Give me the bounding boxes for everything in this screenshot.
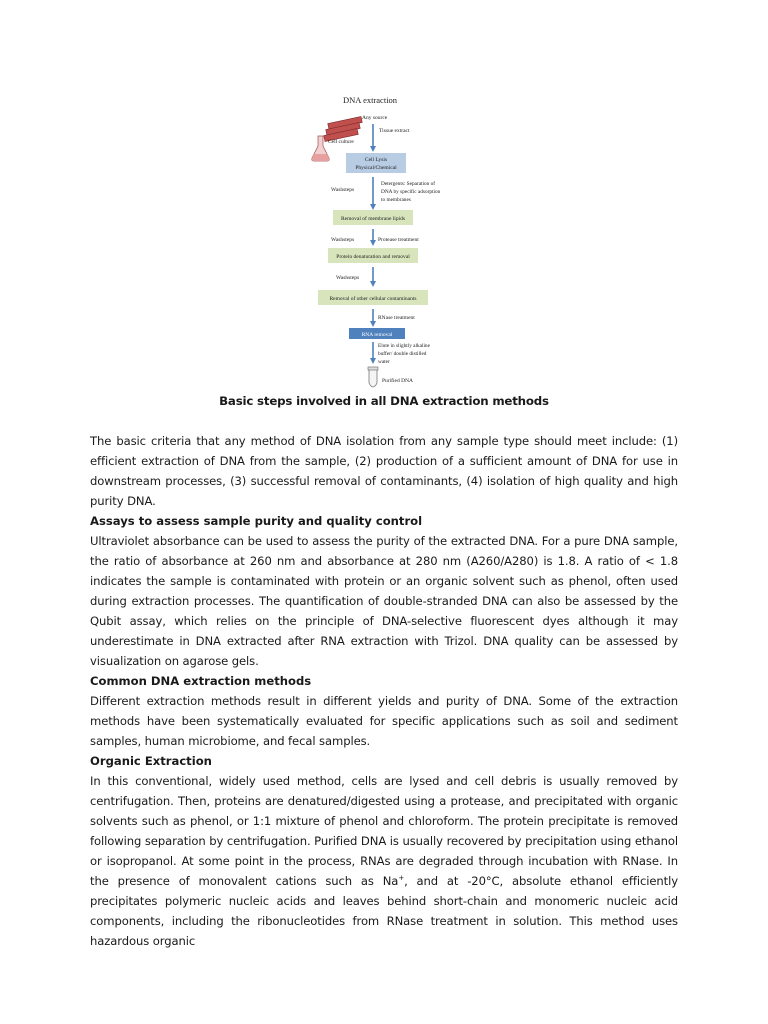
washsteps-1: Washsteps bbox=[331, 187, 355, 193]
cell-lysis-line2: Physical/Chemical bbox=[355, 165, 397, 171]
contaminants-label: Removal of other cellular contaminants bbox=[329, 296, 417, 302]
arrow-3 bbox=[370, 229, 376, 246]
washsteps-2: Washsteps bbox=[331, 237, 355, 243]
heading-common-methods: Common DNA extraction methods bbox=[90, 674, 312, 688]
diagram-title: DNA extraction bbox=[343, 95, 398, 105]
arrow-5 bbox=[370, 309, 376, 327]
membrane-lipids-label: Removal of membrane lipids bbox=[341, 216, 405, 222]
body-text bbox=[90, 431, 678, 951]
detergents-line3: to membranes bbox=[381, 197, 411, 203]
elute-line2: buffer/ double distilled bbox=[378, 351, 427, 357]
figure-caption: Basic steps involved in all DNA extraction methods bbox=[219, 394, 549, 408]
organic-text-a: In this conventional, widely used method, cells are lysed and cell debris is usually removed by centrifugation. Then, proteins are denatured/digested using a protease, and precipitated with organic solvents such as phenol, or 1:1 mixture of phenol and chloroform. The protein precipitate is removed following separation by centrifugation. Purified DNA is usually recovered by precipitation using ethanol or isopropanol. At some point in the process, RNAs are degraded through incubation with RNase. In the presence of monovalent cations such as Na bbox=[90, 774, 678, 888]
rnase-treatment-label: RNase treatment bbox=[378, 315, 415, 321]
purified-dna-label: Purified DNA bbox=[382, 378, 414, 384]
culture-dish-icon bbox=[324, 117, 363, 142]
arrow-6 bbox=[370, 342, 376, 364]
arrow-2 bbox=[370, 177, 376, 210]
tissue-extract-label: Tissue extract bbox=[379, 128, 410, 134]
detergents-line1: Detergents: Separation of bbox=[381, 181, 436, 187]
protease-label: Protease treatment bbox=[378, 237, 419, 243]
organic-text-b: , and at -20°C, absolute ethanol efficiently precipitates polymeric nucleic acids and leaves behind short-chain and monomeric nucleic acid components, including the ribonucleotides from RNase treatment in solution. This method uses hazardous organic bbox=[90, 874, 678, 948]
sodium-superscript: + bbox=[398, 874, 405, 883]
rna-removal-label: RNA removal bbox=[361, 332, 393, 338]
washsteps-3: Washsteps bbox=[336, 275, 360, 281]
cell-culture-label: Cell culture bbox=[328, 139, 354, 145]
elute-line1: Elute in slightly alkaline bbox=[378, 343, 430, 349]
assays-paragraph: Ultraviolet absorbance can be used to assess the purity of the extracted DNA. For a pure DNA sample, the ratio of absorbance at 260 nm and absorbance at 280 nm (A260/A280) is 1.8. A ratio of < 1.8 indicates the sample is contaminated with protein or an organic solvent such as phenol, often used during extraction processes. The quantification of double-stranded DNA can also be assessed by the Qubit assay, which relies on the principle of DNA-selective fluorescent dyes although it may underestimate in DNA extracted after RNA extraction with Trizol. DNA quality can be assessed by visualization on agarose gels. bbox=[90, 534, 678, 668]
cell-lysis-line1: Cell Lysis bbox=[364, 157, 388, 163]
diagram-svg bbox=[300, 88, 470, 393]
arrow-1 bbox=[370, 124, 376, 152]
heading-organic-extraction: Organic Extraction bbox=[90, 754, 212, 768]
test-tube-icon bbox=[368, 367, 378, 387]
dna-extraction-diagram bbox=[300, 88, 470, 393]
any-source-label: Any source bbox=[362, 115, 388, 121]
intro-paragraph: The basic criteria that any method of DNA isolation from any sample type should meet include: (1) efficient extraction of DNA from the sample, (2) production of a sufficient amount of DNA for use in downstream processes, (3) successful removal of contaminants, (4) isolation of high quality and high purity DNA. bbox=[90, 434, 678, 508]
organic-extraction-paragraph bbox=[90, 771, 678, 951]
common-methods-paragraph: Different extraction methods result in different yields and purity of DNA. Some of the extraction methods have been systematically evaluated for specific applications such as soil and sediment samples, human microbiome, and fecal samples. bbox=[90, 694, 678, 748]
heading-assays: Assays to assess sample purity and quality control bbox=[90, 514, 423, 528]
elute-line3: water bbox=[378, 359, 390, 365]
detergents-line2: DNA by specific adsorption bbox=[381, 189, 441, 195]
arrow-4 bbox=[370, 267, 376, 287]
protein-denaturation-label: Protein denaturation and removal bbox=[336, 254, 410, 260]
